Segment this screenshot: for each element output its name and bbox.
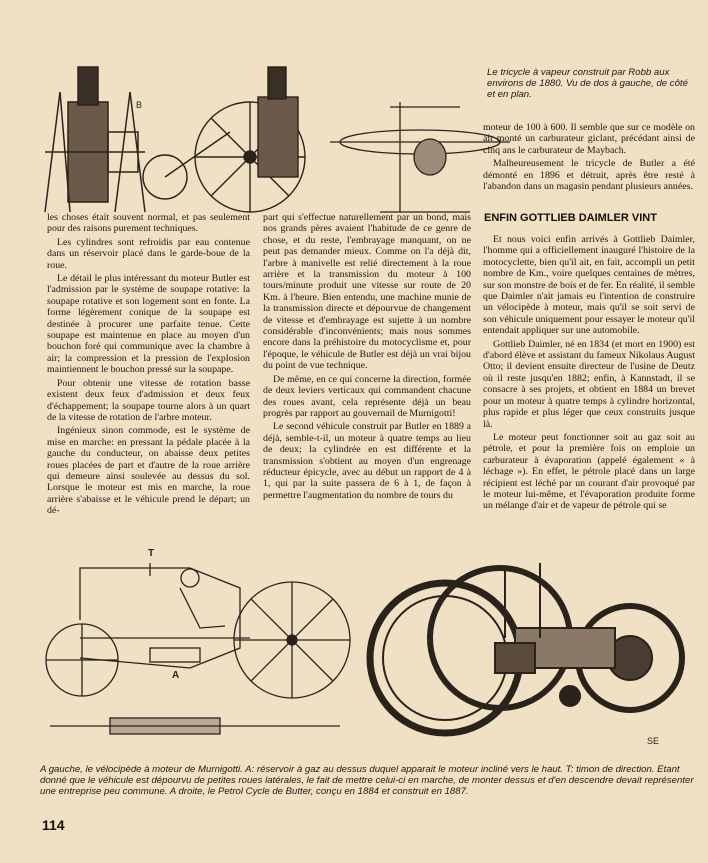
paragraph: Ingénieux sinon commode, est le système de mise en marche: en pressant la pédale placée à la gauche du conducteur, on abaisse deux petites roues placées de part et d'autre de la roue arrière qui demeure ainsi soulevée au dessus du sol. Lorsque le moteur est mis en marche, la roue arrière s'abaisse et le véhicule prend le départ; un dé- xyxy=(47,425,250,517)
paragraph: Le moteur peut fonctionner soit au gaz soit au pétrole, et pour la première fois on emploie un carburateur à évaporation (appelé également « à léchage »). En effet, le pétrole placé dans un large récipient est léché par un courant d'air provoqué par le moteur lui-même, et l'évaporation produite forme un mélange d'air et de vapeur de pétrole qui se xyxy=(483,431,695,512)
paragraph: Les cylindres sont refroidis par eau contenue dans un réservoir placé dans le garde-boue de la roue. xyxy=(47,236,250,271)
paragraph: les choses était souvent normal, et pas seulement pour des raisons purement techniques. xyxy=(47,212,250,235)
top-caption: Le tricycle à vapeur construit par Robb aux environs de 1880. Vu de dos à gauche, de côté et en plan. xyxy=(487,67,688,100)
paragraph: De même, en ce qui concerne la direction, formée de deux leviers verticaux qui commandent chacune des roues avant, cela représente déjà un beau progrès par rapport au gouvernail de Murnigotti! xyxy=(263,373,471,419)
page-number: 114 xyxy=(42,817,65,833)
bottom-caption: A gauche, le vélocipède à moteur de Murnigotti. A: réservoir à gaz au dessus duquel apparait le moteur incliné vers le haut. T: timon de direction. Etant donné que le véhicule est dépourvu de petites roues latérales, le fait de mettre celui-ci en marche, de monter dessus et d'en descendre devait représenter une entreprise peu commune. A droite, le Petrol Cycle de Butter, conçu en 1884 et construit en 1887. xyxy=(40,764,694,797)
column-3-top xyxy=(483,122,695,194)
paragraph: Gottlieb Daimler, né en 1834 (et mort en 1900) est d'abord élève et assistant du fameux Nikolaus August Otto; il devient ensuite directeur de l'usine de Deutz où il reste jusqu'en 1882; enfin, à Kannstadt, il se consacre à ses projets, et obtient en 1884 un brevet pour un moteur à quatre temps à cylindre horizontal, plus rapide et plus léger que ceux construits jusque là. xyxy=(483,338,695,430)
paragraph: Et nous voici enfin arrivés à Gottlieb Daimler, l'homme qui a officiellement inauguré l'histoire de la motocyclette, bien qu'il ait, en fait, accompli un petit nombre de Km., voire quelques centaines de mètres, sur son monstre de bois et de fer. En réalité, il semble que Daimler n'ait jamais eu l'intention de construire un vélocipède à moteur, mais qu'il se soit servi de son véhicule uniquement pour essayer le moteur qu'il entendait appliquer sur une automobile. xyxy=(483,234,695,337)
butler-petrol-cycle-illustration xyxy=(365,548,685,748)
paragraph: Le détail le plus intéressant du moteur Butler est l'admission par le système de soupape rotative: la soupape rotative et son logement sont en fonte. La forme légèrement conique de la soupape est destinée à procurer une parfaite tenue. Cette soupape est maintenue en place au moyen d'un bouchon foré qui communique avec la chambre à air; la compression et la pression de l'explosion maintiennent le bouchon pressé sur la soupape. xyxy=(47,273,250,376)
section-heading: ENFIN GOTTLIEB DAIMLER VINT xyxy=(484,212,657,224)
label-t: T xyxy=(148,548,155,559)
column-3-bottom xyxy=(483,234,695,514)
paragraph: part qui s'effectue naturellement par un bond, mais nos grands pères avaient l'habitude de ce genre de chose, et du reste, l'embrayage manquant, on ne peut pas demander mieux. Comme on l'a déjà dit, l'arbre à manivelle est relié directement à la roue arrière et la transmission du moteur à 100 tours/minute produit une vitesse sur route de 20 Km. à l'heure. Bien entendu, une machine munie de la transmission directe et dépourvue de changement de vitesse et d'embrayage est sujette à un nombre considérable d'inconvénients; mais nous sommes encore dans la préhistoire du motocyclisme et, pour l'époque, le véhicule de Butler est déjà un vrai bijou du point de vue technique. xyxy=(263,212,471,372)
column-2 xyxy=(263,212,471,503)
label-b: B xyxy=(136,100,143,110)
murnigotti-velocipede-illustration xyxy=(40,548,360,748)
artist-signature: SE xyxy=(647,736,660,746)
paragraph: moteur de 100 à 600. Il semble que sur ce modèle on ait monté un carburateur giclant, précédant ainsi de cinq ans le carburateur de Maybach. xyxy=(483,122,695,156)
label-a: A xyxy=(172,670,180,681)
paragraph: Pour obtenir une vitesse de rotation basse existent deux feux d'admission et deux feux d'échappement; la soupape tourne alors à un quart de la vitesse de rotation de l'arbre moteur. xyxy=(47,377,250,423)
paragraph: Malheureusement le tricycle de Butler a été démonté en 1896 et détruit, après être resté à l'abandon dans un magasin pendant plusieurs années. xyxy=(483,158,695,193)
column-1 xyxy=(47,212,250,519)
paragraph: Le second véhicule construit par Butler en 1889 a déjà, semble-t-il, un moteur à quatre temps au lieu de deux; la cylindrée en est différente et la transmission s'obtient au moyen d'un engrenage réducteur épicycle, avec au début un rapport de 4 à 1, qui par la suite passera de 6 à 1, de façon à permettre l'augmentation du nombre de tours du xyxy=(263,421,471,501)
